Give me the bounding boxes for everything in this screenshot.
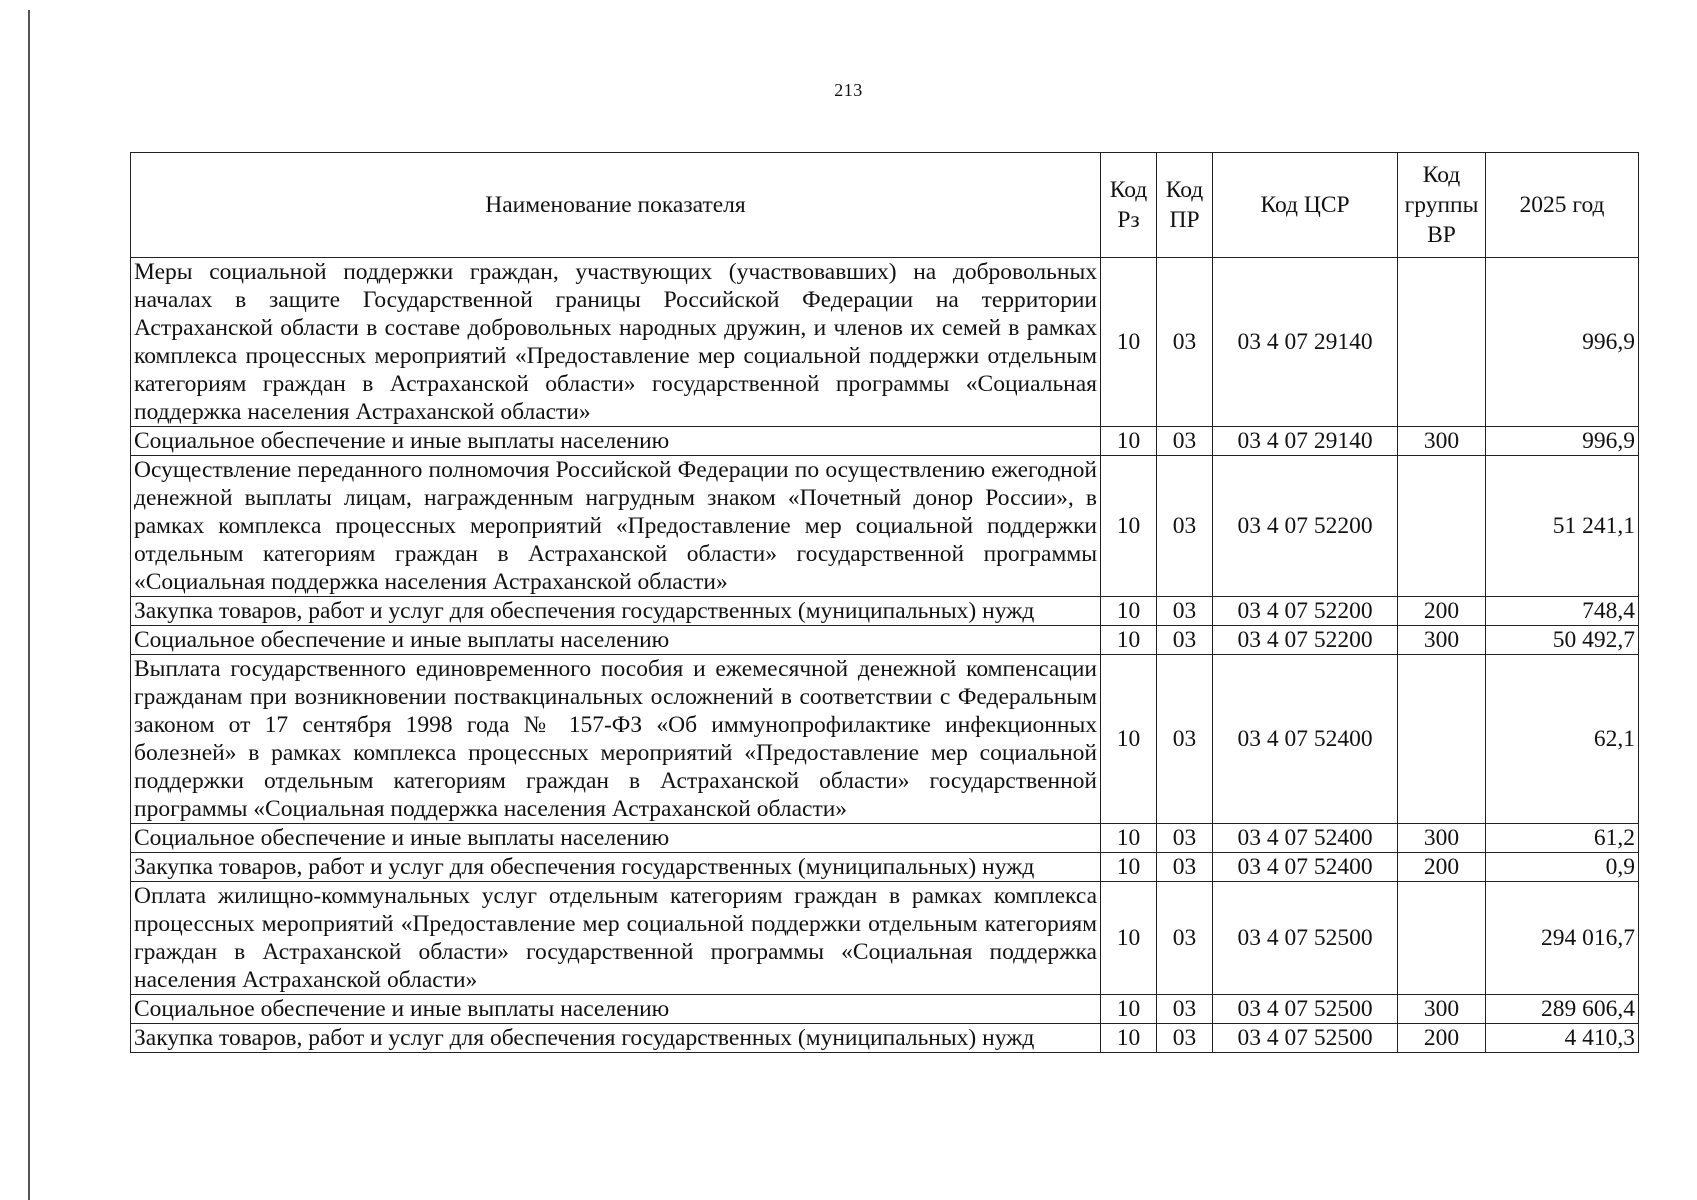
header-pr: Код ПР: [1157, 153, 1213, 258]
row-amount: 294 016,7: [1486, 882, 1639, 995]
row-pr: 03: [1157, 824, 1213, 853]
row-amount: 289 606,4: [1486, 995, 1639, 1024]
row-pr: 03: [1157, 626, 1213, 655]
row-rz: 10: [1101, 1024, 1157, 1053]
row-vr: 200: [1398, 1024, 1486, 1053]
row-amount: 748,4: [1486, 597, 1639, 626]
row-amount: 62,1: [1486, 655, 1639, 824]
row-pr: 03: [1157, 655, 1213, 824]
header-csr: Код ЦСР: [1213, 153, 1398, 258]
table-row: [131, 853, 1639, 882]
row-csr: 03 4 07 52200: [1213, 597, 1398, 626]
header-vr: Код группы ВР: [1398, 153, 1486, 258]
row-pr: 03: [1157, 456, 1213, 597]
row-csr: 03 4 07 29140: [1213, 427, 1398, 456]
row-amount: 996,9: [1486, 258, 1639, 427]
row-pr: 03: [1157, 597, 1213, 626]
row-vr: [1398, 655, 1486, 824]
row-amount: 0,9: [1486, 853, 1639, 882]
table-row: [131, 258, 1639, 427]
row-rz: 10: [1101, 258, 1157, 427]
row-vr: 200: [1398, 597, 1486, 626]
row-vr: [1398, 456, 1486, 597]
header-name: Наименование показателя: [131, 153, 1101, 258]
row-pr: 03: [1157, 853, 1213, 882]
row-name: Осуществление переданного полномочия Российской Федерации по осуществлению ежегодной денежной выплаты лицам, награжденным нагрудным знаком «Почетный донор России», в рамках комплекса процессных мероприятий «Предоставление мер социальной поддержки отдельным категориям граждан в Астраханской области» государственной программы «Социальная поддержка населения Астраханской области»: [131, 456, 1101, 597]
table-row: [131, 995, 1639, 1024]
table-header-row: [131, 153, 1639, 258]
row-pr: 03: [1157, 258, 1213, 427]
row-amount: 50 492,7: [1486, 626, 1639, 655]
row-rz: 10: [1101, 626, 1157, 655]
row-name: Социальное обеспечение и иные выплаты населению: [131, 995, 1101, 1024]
row-rz: 10: [1101, 824, 1157, 853]
row-pr: 03: [1157, 1024, 1213, 1053]
budget-table: [130, 152, 1639, 1053]
row-name: Социальное обеспечение и иные выплаты населению: [131, 626, 1101, 655]
row-name: Выплата государственного единовременного пособия и ежемесячной денежной компенсации гражданам при возникновении поствакцинальных осложнений в соответствии с Федеральным законом от 17 сентября 1998 года № 157-ФЗ «Об иммунопрофилактике инфекционных болезней» в рамках комплекса процессных мероприятий «Предоставление мер социальной поддержки отдельным категориям граждан в Астраханской области» государственной программы «Социальная поддержка населения Астраханской области»: [131, 655, 1101, 824]
row-rz: 10: [1101, 427, 1157, 456]
table-row: [131, 597, 1639, 626]
row-name: Закупка товаров, работ и услуг для обеспечения государственных (муниципальных) нужд: [131, 1024, 1101, 1053]
row-pr: 03: [1157, 995, 1213, 1024]
row-name: Закупка товаров, работ и услуг для обеспечения государственных (муниципальных) нужд: [131, 853, 1101, 882]
table-row: [131, 1024, 1639, 1053]
page-binding-line: [28, 10, 30, 1200]
row-csr: 03 4 07 52500: [1213, 1024, 1398, 1053]
row-csr: 03 4 07 52400: [1213, 853, 1398, 882]
row-pr: 03: [1157, 427, 1213, 456]
row-vr: 300: [1398, 995, 1486, 1024]
row-vr: [1398, 258, 1486, 427]
row-csr: 03 4 07 52200: [1213, 456, 1398, 597]
row-csr: 03 4 07 52400: [1213, 824, 1398, 853]
page-number: 213: [834, 80, 863, 100]
row-csr: 03 4 07 52400: [1213, 655, 1398, 824]
row-amount: 61,2: [1486, 824, 1639, 853]
row-pr: 03: [1157, 882, 1213, 995]
row-rz: 10: [1101, 597, 1157, 626]
row-vr: 300: [1398, 824, 1486, 853]
row-name: Меры социальной поддержки граждан, участвующих (участвовавших) на добровольных началах в защите Государственной границы Российской Федерации на территории Астраханской области в составе добровольных народных дружин, и членов их семей в рамках комплекса процессных мероприятий «Предоставление мер социальной поддержки отдельным категориям граждан в Астраханской области» государственной программы «Социальная поддержка населения Астраханской области»: [131, 258, 1101, 427]
row-rz: 10: [1101, 882, 1157, 995]
row-rz: 10: [1101, 853, 1157, 882]
row-vr: 200: [1398, 853, 1486, 882]
table-row: [131, 626, 1639, 655]
row-csr: 03 4 07 29140: [1213, 258, 1398, 427]
row-csr: 03 4 07 52200: [1213, 626, 1398, 655]
header-rz: Код Рз: [1101, 153, 1157, 258]
header-amount: 2025 год: [1486, 153, 1639, 258]
row-amount: 996,9: [1486, 427, 1639, 456]
row-name: Социальное обеспечение и иные выплаты населению: [131, 824, 1101, 853]
row-amount: 4 410,3: [1486, 1024, 1639, 1053]
row-rz: 10: [1101, 995, 1157, 1024]
row-vr: 300: [1398, 427, 1486, 456]
row-vr: 300: [1398, 626, 1486, 655]
row-vr: [1398, 882, 1486, 995]
table-row: [131, 824, 1639, 853]
table-row: [131, 882, 1639, 995]
row-csr: 03 4 07 52500: [1213, 995, 1398, 1024]
row-name: Социальное обеспечение и иные выплаты населению: [131, 427, 1101, 456]
row-rz: 10: [1101, 456, 1157, 597]
table-row: [131, 655, 1639, 824]
row-name: Закупка товаров, работ и услуг для обеспечения государственных (муниципальных) нужд: [131, 597, 1101, 626]
table-row: [131, 456, 1639, 597]
row-amount: 51 241,1: [1486, 456, 1639, 597]
table-row: [131, 427, 1639, 456]
row-name: Оплата жилищно-коммунальных услуг отдельным категориям граждан в рамках комплекса процессных мероприятий «Предоставление мер социальной поддержки отдельным категориям граждан в Астраханской области» государственной программы «Социальная поддержка населения Астраханской области»: [131, 882, 1101, 995]
row-rz: 10: [1101, 655, 1157, 824]
row-csr: 03 4 07 52500: [1213, 882, 1398, 995]
